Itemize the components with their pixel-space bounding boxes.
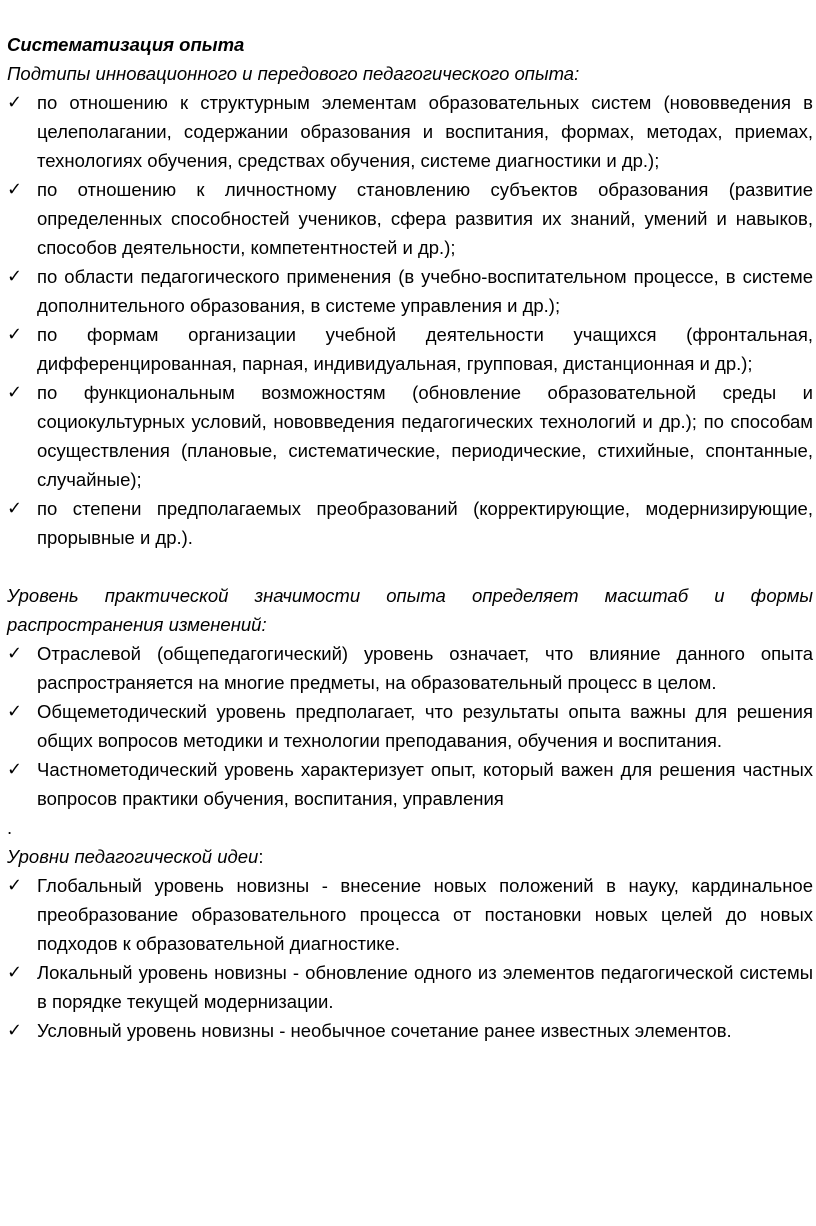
list-item-text: Условный уровень новизны - необычное сочетание ранее известных элементов. xyxy=(37,1020,732,1041)
list-item-text: Частнометодический уровень характеризует опыт, который важен для решения частных вопросов практики обучения, воспитания, управления xyxy=(37,759,813,809)
list-item-text: по области педагогического применения (в учебно-воспитательном процессе, в системе дополнительного образования, в системе управления и др.); xyxy=(37,266,813,316)
idea-levels-list xyxy=(7,871,813,1045)
blank-line xyxy=(7,552,813,581)
list-item xyxy=(7,494,813,552)
list-item xyxy=(7,958,813,1016)
list-item-text: по степени предполагаемых преобразований (корректирующие, модернизирующие, прорывные и др.). xyxy=(37,498,813,548)
list-item xyxy=(7,1016,813,1045)
separator-dot: . xyxy=(7,817,13,838)
idea-levels-intro xyxy=(7,842,813,871)
list-item-text: Отраслевой (общепедагогический) уровень означает, что влияние данного опыта распространяется на многие предметы, на образовательный процесс в целом. xyxy=(37,643,813,693)
checkmark-icon: ✓ xyxy=(7,875,23,895)
list-item-text: по отношению к личностному становлению субъектов образования (развитие определенных способностей учеников, сфера развития их знаний, умений и навыков, способов деятельности, компетентностей и др.); xyxy=(37,179,813,258)
list-item xyxy=(7,697,813,755)
practical-significance-intro: Уровень практической значимости опыта определяет масштаб и формы распространения изменений: xyxy=(7,585,813,635)
checkmark-icon: ✓ xyxy=(7,324,23,344)
idea-levels-intro-colon: : xyxy=(258,846,264,867)
checkmark-icon: ✓ xyxy=(7,179,23,199)
checkmark-icon: ✓ xyxy=(7,701,23,721)
list-item xyxy=(7,262,813,320)
checkmark-icon: ✓ xyxy=(7,962,23,982)
list-item xyxy=(7,639,813,697)
subtypes-list xyxy=(7,88,813,552)
list-item-text: Общеметодический уровень предполагает, что результаты опыта важны для решения общих вопросов методики и технологии преподавания, обучения и воспитания. xyxy=(37,701,813,751)
list-item-text: Локальный уровень новизны - обновление одного из элементов педагогической системы в порядке текущей модернизации. xyxy=(37,962,813,1012)
checkmark-icon: ✓ xyxy=(7,382,23,402)
checkmark-icon: ✓ xyxy=(7,266,23,286)
list-item-text: по отношению к структурным элементам образовательных систем (нововведения в целеполагании, содержании образования и воспитания, формах, методах, приемах, технологиях обучения, средствах обучения, системе диагностики и др.); xyxy=(37,92,813,171)
checkmark-icon: ✓ xyxy=(7,498,23,518)
list-item xyxy=(7,871,813,958)
section-title: Систематизация опыта xyxy=(7,34,245,55)
list-item xyxy=(7,378,813,494)
idea-levels-intro-text: Уровни педагогической идеи xyxy=(7,846,259,867)
list-item xyxy=(7,175,813,262)
list-item xyxy=(7,755,813,813)
list-item xyxy=(7,320,813,378)
significance-levels-list xyxy=(7,639,813,813)
checkmark-icon: ✓ xyxy=(7,643,23,663)
list-item-text: Глобальный уровень новизны - внесение новых положений в науку, кардинальное преобразование образовательного процесса от постановки новых целей до новых подходов к образовательной диагностике. xyxy=(37,875,813,954)
checkmark-icon: ✓ xyxy=(7,1020,23,1040)
checkmark-icon: ✓ xyxy=(7,759,23,779)
list-item-text: по функциональным возможностям (обновление образовательной среды и социокультурных условий, нововведения педагогических технологий и др.); по способам осуществления (плановые, систематические, периодические, стихийные, спонтанные, случайные); xyxy=(37,382,813,490)
checkmark-icon: ✓ xyxy=(7,92,23,112)
list-item-text: по формам организации учебной деятельности учащихся (фронтальная, дифференцированная, парная, индивидуальная, групповая, дистанционная и др.); xyxy=(37,324,813,374)
section-subtitle: Подтипы инновационного и передового педагогического опыта: xyxy=(7,63,580,84)
list-item xyxy=(7,88,813,175)
